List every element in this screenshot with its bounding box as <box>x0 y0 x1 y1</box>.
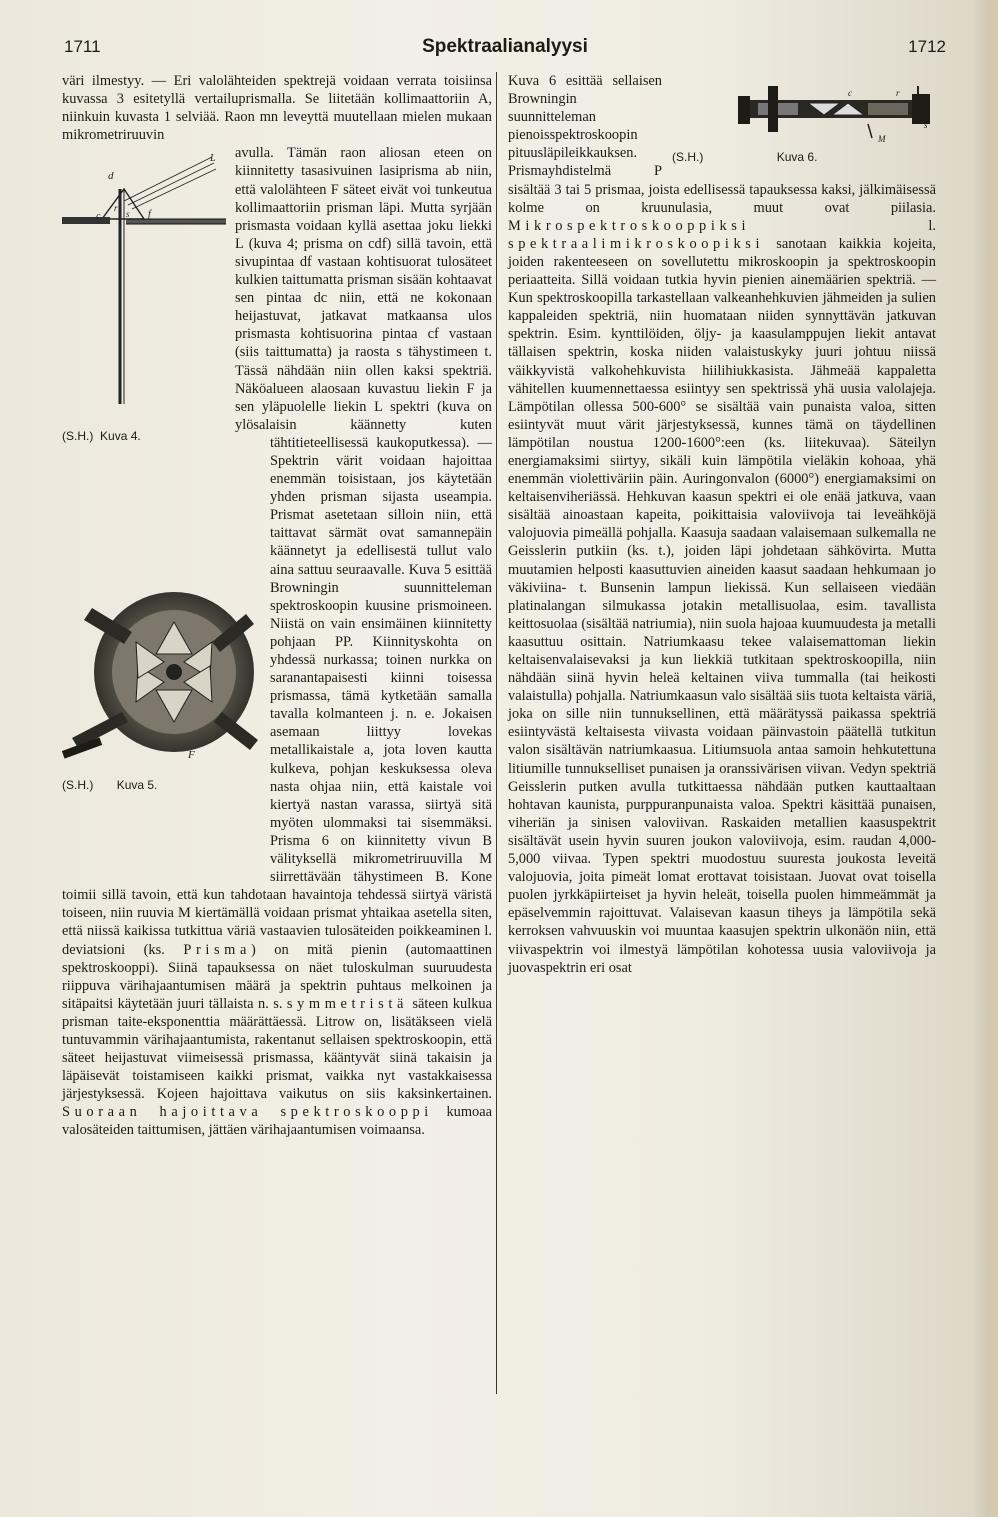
figure-4-credit: (S.H.) <box>62 429 94 444</box>
page-title: Spektraalianalyysi <box>422 36 588 57</box>
figure-6 <box>668 72 936 166</box>
term-separator: l. <box>928 217 936 234</box>
fig6-label-M: M <box>878 134 886 144</box>
fig4-label-d: d <box>108 170 114 183</box>
figure-5-caption: Kuva 5. <box>116 778 158 792</box>
figure-6-credit: (S.H.) <box>672 150 704 164</box>
fig6-label-s: s <box>924 120 928 130</box>
right-column-main <box>508 72 936 977</box>
left-column-end: säteen kulkua prisman taite-eksponenttia määrättäessä. Litrow on, lisätäkseen vielä tuntuvammin värihajaantumista, rakentanut sellaisen spektroskoopin, että säteet heijastuvat viimeisessä prismassa, kääntyvät siinä takaisin ja läpäisevät toistamiseen kaikki prismat, vaikka nyt vastakkaisessa järjestyksessä. Kojeen hajoittava vaikutus on siis kaksinkertainen. <box>62 995 492 1103</box>
page-number-right: 1712 <box>908 37 946 56</box>
right-column <box>508 72 936 1392</box>
left-column-intro: väri ilmestyy. — Eri valolähteiden spektrejä voidaan verrata toisiinsa kuvassa 3 esitetyllä vertailuprismalla. Se liitetään kollimaattoriin A, niinkuin kuvasta 1 selviää. Raon mn leveyttä muutellaan mielen mukaan mikrometriruuvin <box>62 73 492 144</box>
fig6-label-r: r <box>896 88 900 98</box>
fig4-label-c: c <box>96 211 101 223</box>
page-number-left: 1711 <box>64 37 101 56</box>
figure-4-caption: Kuva 4. <box>100 429 141 444</box>
fig4-label-r: r <box>114 203 118 214</box>
symmetrista-term: symmetristä <box>286 995 408 1012</box>
right-column-fig6-intro: Kuva 6 esittää sellaisen Browningin suunnitteleman pienoisspektroskoopin pituusläpileikkauksen. Prismayhdistelmä P sisältää 3 tai 5 prismaa, joista edellisessä tapauksessa kaksi, jälkimäisessä kolme on kruunulasia, muut ovat piilasia. <box>508 73 936 216</box>
fig4-label-s: s <box>126 209 130 220</box>
left-column-fig4-text: avulla. Tämän raon aliosan eteen on kiinnitetty tasasivuinen lasiprisma ab niin, että valolähteen F säteet eivät voi tunkeutua kollimaattoriin prisman läpi. Mutta syrjään prismasta voidaan kyllä asettaa joku liekki L (kuva 4; prisma on cdf) sillä tavoin, että sivupintaa df vastaan kohtisuorat tulosäteet kulkien taittumatta prisman sisään kohtaavat sen pintaa dc niin, että ne kokonaan heijastuvat, jatkavat matkaansa ulos prismasta kohtisuorina pintaa cf vastaan (siis taittumatta) ja raosta s tähystimeen t. Tässä nähdään niin ollen kaksi spektriä. Näköalueen alaosaan kuvastuu liekin F ja sen yläpuolelle liekin L spektri (kuva on ylösalaisin käännetty kuten tähtitieteellisessä kaukoputkessa). — Spektrin värit voidaan hajoittaa enemmän toisistaan, jos käytetään yhden prisman sijasta useampia. Prismat asetetaan silloin niin, että taittavat särmät ovat samannepäin käännetyt ja edellisestä tullut valo aina sattuu seuraavalle. Kuva 5 esittää Browningin suunnitteleman spektroskoopin kuusine prismoineen. Niistä on vain ensimäinen kiinnitetty pohjaan PP. Kiinnityskohta on yhdessä nurkassa; toinen nurkka on saranantapaisesti kiinni toisessa prismassa, tämä kytketään samalla tavalla kolmanteen j. n. e. Jokaisen asemaan liittyy lovekas metallikaistale a, jota loven kautta kulkeva, pohjan keskuksessa oleva nasta ohjaa niin, että kaistale voi kiertyä nastan varassa, siirtyä sitä myöten ulommaksi tai sisemmäksi. Prisma 6 on kiinnitetty vivun B välityksellä mikrometriruuvilla M siirrettävään tähystimeen B. Kone toimii sillä tavoin, että kun tahdotaan havaintoja tehdessä siirtyä väristä toiseen, niin ruuvia M kiertämällä voidaan prismat yhtaikaa asetella siten, että niissä kaikissa tutkittua väriä vastaavien tulosäteiden poikkeaminen l. deviatsioni (ks. <box>62 145 492 958</box>
left-column-after-prisma: ) on mitä pienin (automaattinen spektroskooppi). Siinä tapauksessa on näet tuloskulman suuruudesta riippuva värihajaantumisen määrä ja spektrin puhtaus melkoinen ja sitäpaitsi käytetään juuri tällaista n. s. <box>62 941 492 1012</box>
running-head <box>64 37 946 63</box>
figure-4-prism-diagram <box>62 149 227 427</box>
fig4-label-L: L <box>210 153 216 165</box>
figure-5-credit: (S.H.) <box>62 778 94 792</box>
figure-5-caption-line <box>62 778 262 792</box>
prisma-reference: Prisma <box>183 941 251 958</box>
figure-5-browning-spectroscope <box>62 562 262 778</box>
column-divider <box>496 72 497 1394</box>
left-column-final: kumoaa valosäteiden taittumisen, jättäen värihajaantumisen voimaansa. <box>62 1104 492 1139</box>
mikrospektroskooppiksi-term: Mikrospektroskooppiksi <box>508 217 751 234</box>
figure-6-pocket-spectroscope <box>668 72 936 148</box>
figure-6-caption: Kuva 6. <box>776 150 818 164</box>
figure-5 <box>62 562 262 798</box>
right-column-rest: sanotaan kaikkia kojeita, joiden rakenteeseen on sovellutettu mikroskoopin ja spektroskoopin periaatteita. Sillä voidaan tutkia hyvin pienien ainemäärien spektriä. — Kun spektroskoopilla tarkastellaan valkeanhehkuvien jähmeiden ja sulien kappaleiden spektriä, niin huomataan niiden synnyttävän jatkuvan spektrin. Esim. kynttilöiden, öljy- ja kaasulamppujen liekit antavat tällaisen spektrin, koska niiden valaistuskyky juuri johtuu niissä väikkyvistä valkohehkuvista hiilihiukkasista. Jähmeää kappaletta vähitellen kuumennettaessa esiintyy sen spektrissä yhä uusia valolajeja. Lämpötilan ollessa 500-600° se sisältää vain punaista valoa, sitten esiintyvät muut värit järjestyksessä, kunnes tämä on täydellinen lämpötilan noustua 1200-1600°:een (ks. liitekuvaa). Säteilyn energiamaksimi siirtyy, sikäli kuin lämpötila vieläkin kohoaa, yhä enemmän violettiväriin päin. Auringonvalon (6000°) energiamaksimi on keltaisenviheriässä. Hehkuvan kaasun spektri ei ole enää jatkuva, vaan sisältää ainoastaan kapeita, poikittaisia valoviivoja tai leveähköjä valojuovia pimeällä pohjalla. Kaasuja saadaan valaisemaan sulkemalla ne Geisslerin putkiin (ks. t.), joiden läpi johdetaan sähkövirta. Mutta muutamien helposti kaasuttuvien aineiden kaasut saadaan hehkumaan jo väkiviina- t. Bunsenin lampun liekissä. Kun sellaiseen viedään platinalangan silmukassa jotakin metallisuolaa, esim. tavallista keittosuolaa (sisältää natriumia), niin suola hajoaa kuumuudesta ja metalli kaasuttuu osittain. Natriumkaasu tekee valaisemattoman liekin keltaisenvalaisevaksi ja kun liekkiä tutkitaan spektroskoopilla, niin nähdään siinä hyvin heleä keltainen viiva tummalla (tai heikosti valaistulla) pohjalla. Natriumkaasun valo sisältää siis tuota keltaista väriä, joka on sille niin tunnuksellinen, että määrätyssä paikassa spektriä esiintyvästä keltaisesta viivasta voidaan päinvastoin päätellä tutkitun valon sisältävän natriumkaasua. Litiumsuola antaa samoin hehkutettuna litiumille tunnukselliset punaisen ja oranssivärisen viivan. Vedyn spektriä Geisslerin putken avulla tutkittaessa nähdään putken kauttaaltaan hohtavan kaunista, purppuranpunaista valoa. Spektri käsittää punaisen, viheriän ja sinisen valoviivan. Raskaiden metallien kaasuspektrit sisältävät usein hyvin suuren joukon valoviivoja, esim. raudan 4,000-5,000 viivaa. Typen spektri muodostuu suuresta joukosta leveitä valojuovia, joita pimeät lomat erottavat toisistaan. Juovat ovat toisella puolen jyrkkäpiirteiset ja hyvin heleät, toisella puolen himmeämmät ja epäselvemmin rajoittuvat. Valaisevan kaasun tiheys ja lämpötila sekä kerroksen vahvuuskin voi muuntaa kaasujen spektrin ulkonäön niin, että viivaspektrin voi ilmestyä lämpötilan kohotessa uusia valoviivoja ja juovaspektrin eri osat <box>508 235 936 976</box>
fig5-label-F: F <box>188 749 195 761</box>
spektraalimikroskoopiksi-term: spektraalimikroskoopiksi <box>508 235 765 252</box>
figure-4-caption-line <box>62 427 227 445</box>
figure-4 <box>62 149 227 447</box>
page-edge-shadow <box>972 0 998 1517</box>
suoraan-hajoittava-term: Suoraan hajoittava spektroskooppi <box>62 1104 433 1121</box>
fig6-label-c: c <box>848 88 852 98</box>
fig4-label-f: f <box>148 209 151 221</box>
figure-6-caption-line <box>668 148 936 166</box>
